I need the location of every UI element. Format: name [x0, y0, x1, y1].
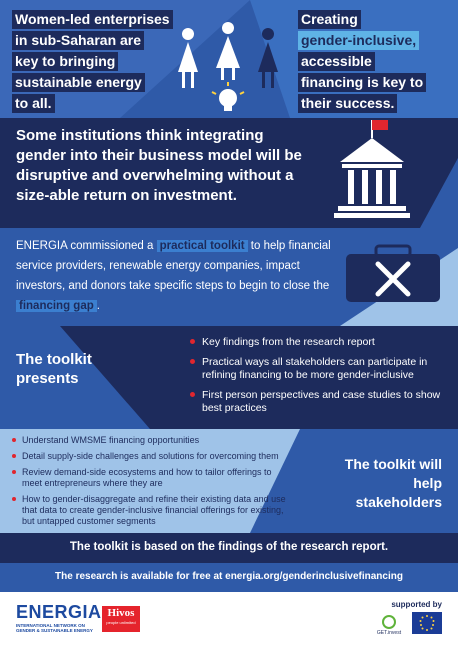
- hivos-tagline: people unlimited: [106, 620, 136, 625]
- research-link-banner: [0, 563, 458, 592]
- footer-logos: [0, 592, 458, 645]
- practical-toolkit-highlight: practical toolkit: [157, 240, 248, 252]
- research-link-text[interactable]: The research is available for free at energia.org/genderinclusivefinancing: [55, 571, 403, 582]
- commission-text-1: ENERGIA commissioned a: [16, 240, 157, 252]
- institutions-text-start: Some institutions think: [16, 127, 187, 144]
- toolkit-helps-section: [0, 429, 458, 533]
- list-item: Detail supply-side challenges and solutions for overcoming them: [10, 451, 290, 462]
- energia-tagline-1: INTERNATIONAL NETWORK ON: [16, 623, 85, 628]
- intro-section: [0, 0, 458, 118]
- commission-text-3: .: [96, 300, 100, 312]
- energia-tagline-2: GENDER & SUSTAINABLE ENERGY: [16, 628, 93, 633]
- toolkit-helps-title: The toolkit will help stakeholders: [344, 456, 442, 510]
- institutions-text-end: into their business model will be disruptive and overwhelming without a size-able return on investment.: [16, 147, 302, 204]
- list-item: Understand WMSME financing opportunities: [10, 435, 290, 446]
- women-figures-icon: [170, 20, 290, 115]
- commission-text: [16, 236, 336, 316]
- energia-wordmark: ENERGIA: [16, 602, 102, 622]
- toolkit-presents-list: [190, 336, 450, 422]
- institutions-text-emphasis: integrating gender: [16, 127, 264, 164]
- intro-right-line: their success.: [298, 94, 397, 113]
- intro-right-line: accessible: [298, 52, 375, 71]
- eu-flag-icon: [412, 612, 442, 634]
- bank-building-icon: [320, 118, 458, 228]
- supported-by-label: supported by: [391, 600, 442, 609]
- based-on-banner: [0, 533, 458, 563]
- toolkit-presents-section: [0, 326, 458, 429]
- toolkit-helps-list: [10, 435, 290, 532]
- hivos-wordmark: Hivos: [107, 607, 135, 619]
- energia-logo: [16, 602, 116, 633]
- intro-left-line: Women-led enterprises: [12, 10, 173, 29]
- intro-left-line: to all.: [12, 94, 55, 113]
- commission-text-2: to help financial service providers, renewable energy companies, impact investors, and donors take specific steps to begin to close the: [16, 240, 331, 292]
- list-item: Review demand-side ecosystems and how to tailor offerings to meet entrepreneurs where they are: [10, 467, 290, 489]
- institutions-section: [0, 118, 458, 228]
- getinvest-logo: [374, 614, 404, 636]
- toolkit-presents-title: The toolkit presents: [16, 351, 92, 387]
- getinvest-wordmark: GET.invest: [376, 630, 402, 636]
- list-item: Practical ways all stakeholders can participate in refining financing to be more gender-inclusive: [190, 356, 450, 382]
- financing-gap-highlight: financing gap: [16, 300, 97, 312]
- commission-section: [0, 228, 458, 326]
- hivos-logo: [102, 606, 140, 632]
- intro-right-line: gender-inclusive,: [298, 31, 419, 50]
- list-item: First person perspectives and case studies to show best practices: [190, 389, 450, 415]
- toolbox-icon: [344, 242, 442, 304]
- list-item: Key findings from the research report: [190, 336, 450, 349]
- intro-left-line: in sub-Saharan are: [12, 31, 144, 50]
- list-item: How to gender-disaggregate and refine their existing data and use that data to create gender-inclusive financial offerings for existing, but untapped customer segments: [10, 494, 290, 527]
- intro-left-text: [8, 10, 177, 115]
- intro-right-line: financing is key to: [298, 73, 426, 92]
- intro-right-line: Creating: [298, 10, 361, 29]
- intro-left-line: key to bringing: [12, 52, 118, 71]
- intro-right-text: [294, 10, 430, 115]
- institutions-text: [16, 126, 316, 206]
- based-on-text: The toolkit is based on the findings of the research report.: [69, 541, 389, 553]
- intro-left-line: sustainable energy: [12, 73, 145, 92]
